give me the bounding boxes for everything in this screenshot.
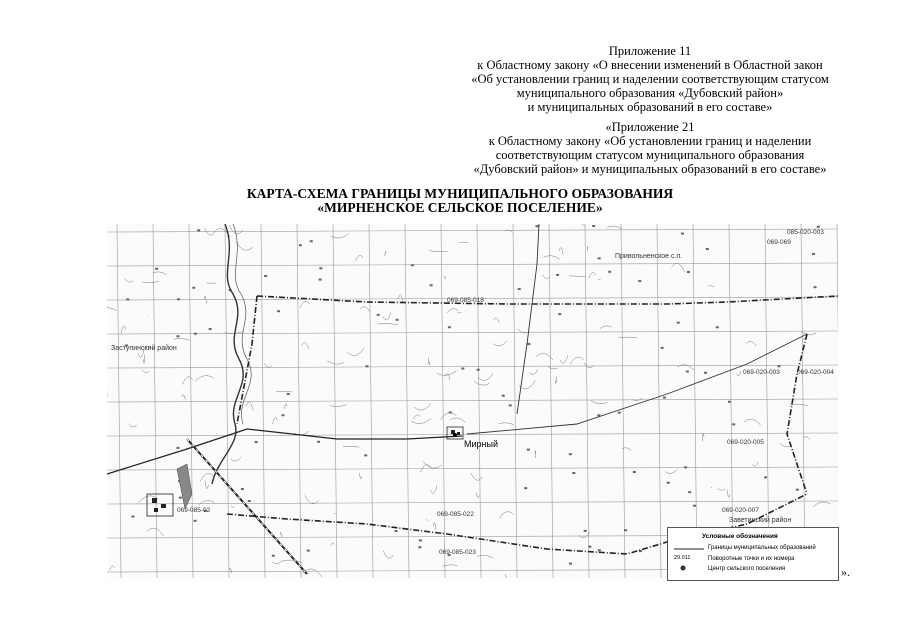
map-marker (411, 264, 414, 266)
legend-point-number: 29.011 (674, 555, 691, 561)
closing-quote: ». (841, 565, 850, 579)
map-marker (592, 225, 595, 227)
map-marker (395, 530, 398, 532)
map-marker (569, 453, 572, 455)
label-zastupinsk: Заступинский район (111, 345, 177, 352)
point-label: 069-020-007 (722, 507, 759, 514)
map-marker (556, 274, 559, 276)
annex1-line2: к Областному закону «О внесении изменений в Областной закон (477, 58, 823, 72)
legend-title: Условные обозначения (702, 533, 778, 540)
map-marker (812, 253, 815, 255)
map-marker (598, 257, 601, 259)
map-marker (255, 441, 258, 443)
map-title (230, 187, 690, 215)
map-marker (365, 365, 368, 367)
map-marker (131, 516, 134, 518)
map-marker (728, 401, 731, 403)
map-marker (177, 298, 180, 300)
map-marker (569, 563, 572, 565)
map-marker (281, 414, 284, 416)
map-svg (107, 224, 838, 578)
map-marker (477, 369, 480, 371)
map-marker (197, 229, 200, 231)
point-label: 069-085-023 (439, 549, 476, 556)
map-marker (272, 555, 275, 557)
legend-row-center: Центр сельского поселения (708, 566, 786, 572)
point-label: 069-085-022 (437, 511, 474, 518)
annex-11-header (440, 44, 860, 114)
label-privolnensk: Привольненское с.п. (615, 253, 683, 260)
map-marker (192, 287, 195, 289)
map-marker (686, 371, 689, 373)
annex2-line4: «Дубовский район» и муниципальных образований в его составе» (473, 162, 827, 176)
map-marker (777, 365, 780, 367)
map-marker (287, 393, 290, 395)
map-marker (588, 546, 591, 548)
map-marker (764, 476, 767, 478)
map-marker (299, 244, 302, 246)
map-marker (598, 549, 601, 551)
map-marker (608, 271, 611, 273)
map-marker (693, 505, 696, 507)
map-marker (687, 271, 690, 273)
map-marker (527, 449, 530, 451)
map-marker (502, 395, 505, 397)
map-marker (796, 489, 799, 491)
map-marker (430, 284, 433, 286)
map-marker (176, 447, 179, 449)
map-marker (527, 343, 530, 345)
point-label: 069-085-018 (447, 297, 484, 304)
map-marker (706, 248, 709, 250)
point-label: 069-085-02 (177, 507, 211, 514)
map-marker (310, 240, 313, 242)
title-line1: КАРТА-СХЕМА ГРАНИЦЫ МУНИЦИПАЛЬНОГО ОБРАЗОВАНИЯ (246, 186, 674, 201)
annex2-line2: к Областному закону «Об установлении границ и наделении (488, 134, 812, 148)
map-marker (307, 550, 310, 552)
map-marker (364, 454, 367, 456)
topographic-map (107, 224, 838, 578)
map-marker (448, 326, 451, 328)
map-marker (209, 328, 212, 330)
legend-row-boundary: Границы муниципальных образований (708, 545, 816, 551)
annex2-line1: «Приложение 21 (605, 120, 695, 134)
map-marker (584, 530, 587, 532)
annex1-line1: Приложение 11 (608, 44, 692, 58)
map-marker (624, 529, 627, 531)
map-marker (572, 472, 575, 474)
map-marker (558, 313, 561, 315)
map-marker (684, 466, 687, 468)
map-marker (633, 471, 636, 473)
map-marker (461, 367, 464, 369)
annex1-line4: муниципального образования «Дубовский район» (516, 86, 784, 100)
map-marker (518, 288, 521, 290)
map-marker (264, 275, 267, 277)
map-marker (248, 500, 251, 502)
point-label: 085-020-003 (787, 229, 824, 236)
map-marker (277, 310, 280, 312)
map-marker (176, 335, 179, 337)
map-marker (126, 298, 129, 300)
map-marker (677, 322, 680, 324)
map-marker (319, 279, 322, 281)
map-marker (688, 491, 691, 493)
boundary-line-icon (674, 547, 704, 551)
map-marker (814, 286, 817, 288)
point-label: 069-020-005 (727, 439, 764, 446)
map-marker (661, 347, 664, 349)
map-marker (317, 441, 320, 443)
map-marker (638, 280, 641, 282)
map-marker (241, 488, 244, 490)
map-marker (509, 404, 512, 406)
center-dot-icon (680, 565, 686, 571)
map-marker (194, 520, 197, 522)
annex1-line5: и муниципальных образований в его составе» (527, 100, 773, 114)
map-marker (681, 233, 684, 235)
point-label: 069-069 (767, 239, 791, 246)
legend-row-points: Поворотные точки и их номера (708, 556, 795, 562)
map-marker (179, 497, 182, 499)
label-zavetinsky: Заветинский район (729, 517, 792, 524)
map-marker (663, 397, 666, 399)
annex2-line3: соответствующим статусом муниципального образования (495, 148, 805, 162)
annex1-line3: «Об установлении границ и наделении соответствующим статусом (471, 72, 829, 86)
map-marker (377, 314, 380, 316)
map-marker (817, 226, 820, 228)
map-marker (319, 267, 322, 269)
point-label: 069-020-004 (797, 369, 834, 376)
map-marker (732, 423, 735, 425)
map-marker (449, 411, 452, 413)
map-marker (704, 372, 707, 374)
map-marker (667, 482, 670, 484)
map-marker (155, 268, 158, 270)
map-marker (194, 333, 197, 335)
title-line2: «МИРНЕНСКОЕ СЕЛЬСКОЕ ПОСЕЛЕНИЕ» (317, 200, 603, 215)
map-marker (618, 412, 621, 414)
annex-21-header (440, 120, 860, 176)
map-marker (716, 326, 719, 328)
label-mirny: Мирный (464, 439, 498, 449)
map-marker (535, 225, 538, 227)
map-marker (524, 487, 527, 489)
map-marker (419, 539, 422, 541)
map-marker (396, 319, 399, 321)
map-marker (418, 546, 421, 548)
map-legend (667, 527, 839, 581)
point-label: 069-020-003 (743, 369, 780, 376)
